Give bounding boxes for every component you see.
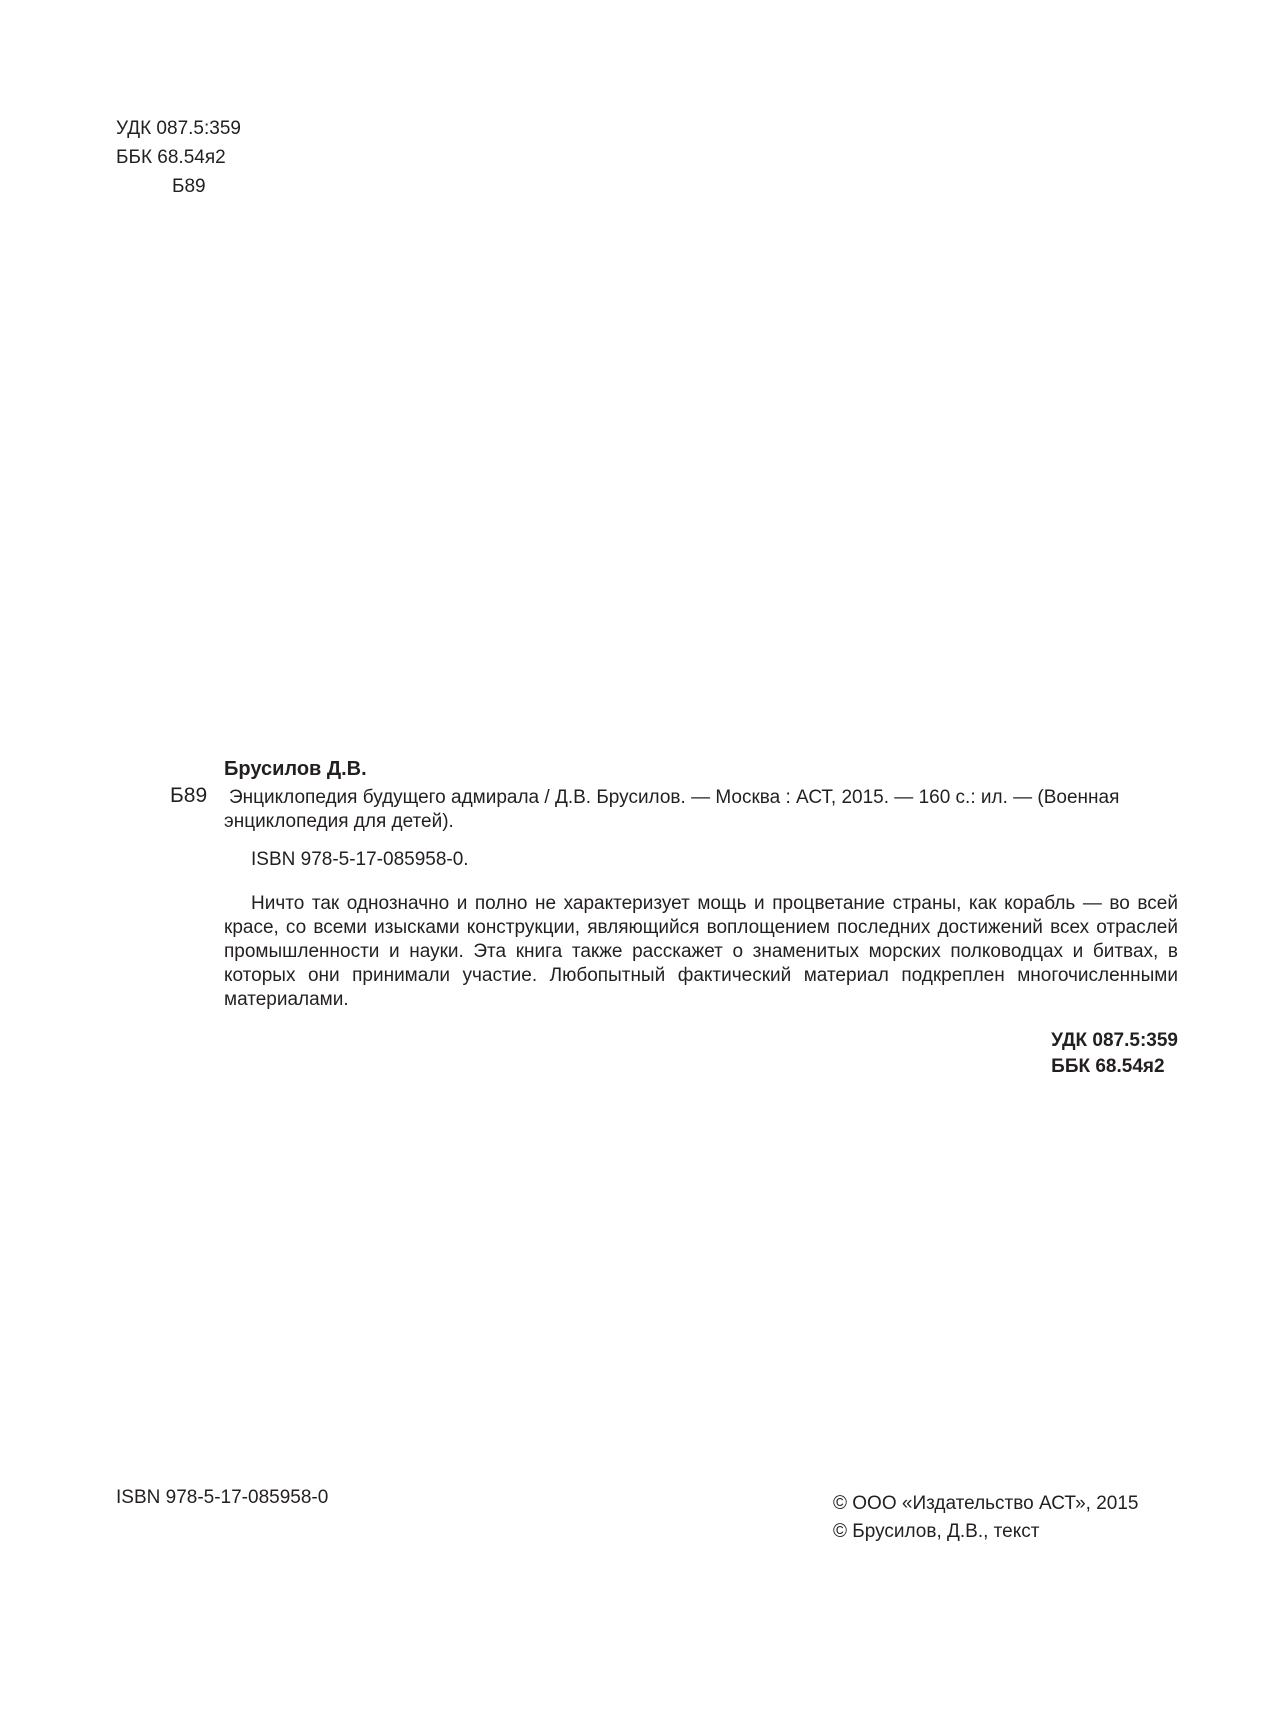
header-classification-codes	[116, 114, 241, 201]
record-isbn: ISBN 978-5-17-085958-0.	[251, 849, 469, 870]
header-bbk: ББК 68.54я2	[116, 147, 226, 168]
footer-isbn: ISBN 978-5-17-085958-0	[116, 1487, 329, 1508]
header-udk: УДК 087.5:359	[116, 118, 241, 139]
annotation-text: Ничто так однозначно и полно не характеризует мощь и процветание страны, как корабль — во всей красе, со всеми изысками конструкции, являющийся воплощением последних достижений всех отраслей промышленности и науки. Эта книга также расскажет о знаменитых морских полководцах и битвах, в которых они принимали участие. Любопытный фактический материал подкреплен многочисленными материалами.	[224, 893, 1178, 1010]
record-description: Энциклопедия будущего адмирала / Д.В. Брусилов. — Москва : АСТ, 2015. — 160 с.: ил. — (Военная энциклопедия для детей).	[224, 787, 1120, 832]
copyright-author: © Брусилов, Д.В., текст	[833, 1521, 1040, 1542]
copyright-publisher: © ООО «Издательство АСТ», 2015	[833, 1493, 1139, 1514]
footer-bbk: ББК 68.54я2	[1051, 1056, 1165, 1077]
record-author-mark: Б89	[170, 784, 208, 807]
copyright-block	[833, 1490, 1139, 1546]
bibliographic-record	[224, 756, 1184, 834]
record-author: Брусилов Д.В.	[224, 758, 367, 780]
header-author-mark: Б89	[172, 176, 206, 197]
footer-classification-codes	[1051, 1028, 1178, 1080]
footer-udk: УДК 087.5:359	[1051, 1030, 1178, 1051]
